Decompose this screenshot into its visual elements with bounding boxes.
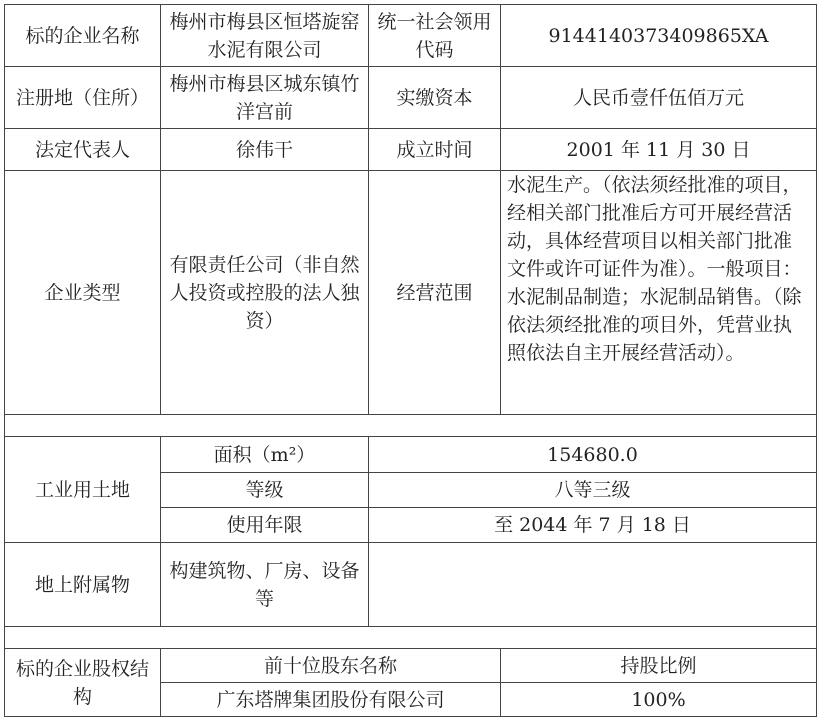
land-grade-value: 八等三级	[369, 473, 817, 508]
company-name-label: 标的企业名称	[5, 5, 161, 67]
equity-label: 标的企业股权结构	[5, 649, 161, 717]
company-name-value: 梅州市梅县区恒塔旋窑水泥有限公司	[161, 5, 369, 67]
attachments-empty-cell	[369, 543, 817, 627]
credit-code-label: 统一社会领用代码	[369, 5, 501, 67]
land-term-value: 至 2044 年 7 月 18 日	[369, 508, 817, 543]
table-row	[5, 129, 817, 171]
spacer-row	[5, 415, 817, 437]
shareholding-ratio: 100%	[501, 683, 817, 717]
attachments-label: 地上附属物	[5, 543, 161, 627]
shareholder-name: 广东塔牌集团股份有限公司	[161, 683, 501, 717]
capital-label: 实缴资本	[369, 67, 501, 129]
attachments-value: 构建筑物、厂房、设备等	[161, 543, 369, 627]
address-value: 梅州市梅县区城东镇竹洋宫前	[161, 67, 369, 129]
table-row	[5, 543, 817, 627]
table-row	[5, 67, 817, 129]
legal-rep-value: 徐伟干	[161, 129, 369, 171]
address-label: 注册地（住所）	[5, 67, 161, 129]
founded-value: 2001 年 11 月 30 日	[501, 129, 817, 171]
company-type-label: 企业类型	[5, 171, 161, 415]
legal-rep-label: 法定代表人	[5, 129, 161, 171]
land-term-label: 使用年限	[161, 508, 369, 543]
table-row	[5, 437, 817, 473]
land-label: 工业用土地	[5, 437, 161, 543]
spacer-cell	[5, 627, 817, 649]
land-area-value: 154680.0	[369, 437, 817, 473]
credit-code-value: 9144140373409865XA	[501, 5, 817, 67]
business-scope-label: 经营范围	[369, 171, 501, 415]
company-type-value: 有限责任公司（非自然人投资或控股的法人独资）	[161, 171, 369, 415]
spacer-cell	[5, 415, 817, 437]
business-scope-value: 水泥生产。（依法须经批准的项目，经相关部门批准后方可开展经营活动，具体经营项目以相关部门批准文件或许可证件为准）。一般项目：水泥制品制造；水泥制品销售。（除依法须经批准的项目外，凭营业执照依法自主开展经营活动）。	[501, 171, 817, 415]
table-row	[5, 5, 817, 67]
land-area-label: 面积（m²）	[161, 437, 369, 473]
shareholder-name-header: 前十位股东名称	[161, 649, 501, 683]
founded-label: 成立时间	[369, 129, 501, 171]
table-row	[5, 171, 817, 415]
table-row	[5, 649, 817, 683]
spacer-row	[5, 627, 817, 649]
shareholding-ratio-header: 持股比例	[501, 649, 817, 683]
land-grade-label: 等级	[161, 473, 369, 508]
company-info-table	[4, 4, 817, 717]
capital-value: 人民币壹仟伍佰万元	[501, 67, 817, 129]
